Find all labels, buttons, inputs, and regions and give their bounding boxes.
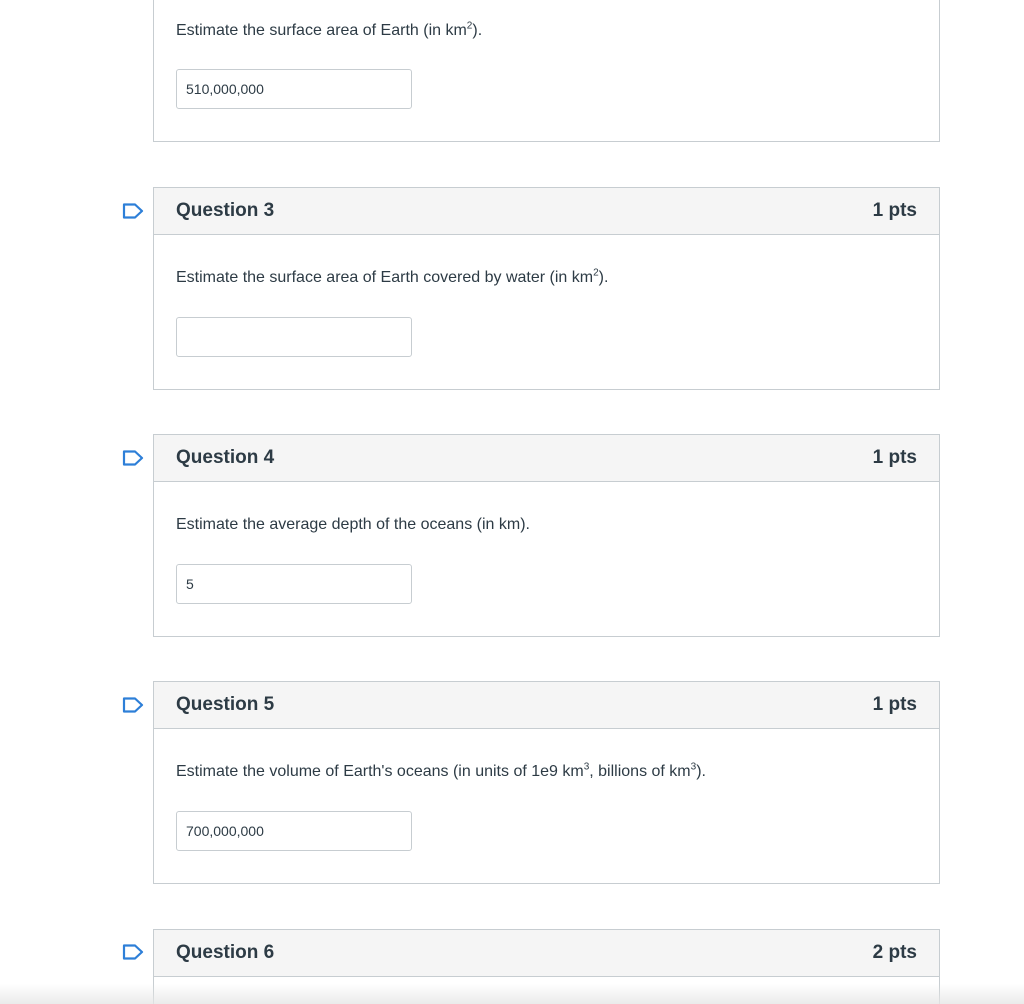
question-2-text-part: Estimate the surface area of Earth (in km <box>176 22 467 39</box>
question-3 <box>153 187 940 390</box>
question-3-body <box>153 235 940 390</box>
question-3-text-part: Estimate the surface area of Earth covered by water (in km <box>176 269 594 286</box>
question-4-title: Question 4 <box>176 447 275 468</box>
question-5-sup-a: 3 <box>583 761 590 773</box>
question-2-answer-input[interactable] <box>176 69 412 109</box>
question-5-header <box>153 681 940 729</box>
question-4-points: 1 pts <box>872 447 917 468</box>
flag-outline-icon[interactable] <box>122 944 144 960</box>
question-6-title: Question 6 <box>176 942 275 963</box>
question-3-points: 1 pts <box>872 200 917 221</box>
question-2-sup: 2 <box>466 20 473 32</box>
question-5-text-end: ). <box>696 763 706 780</box>
question-2-body <box>153 0 940 142</box>
question-3-header <box>153 187 940 235</box>
flag-outline-icon[interactable] <box>122 697 144 713</box>
question-4-answer-input[interactable] <box>176 564 412 604</box>
question-3-text <box>176 235 917 288</box>
question-6-points: 2 pts <box>872 942 917 963</box>
question-4-text: Estimate the average depth of the oceans (in km). <box>176 516 530 533</box>
question-2-text-end: ). <box>472 22 483 39</box>
question-5-answer-input[interactable] <box>176 811 412 851</box>
question-2 <box>153 0 940 142</box>
question-6-body <box>153 977 940 1004</box>
question-4-header <box>153 434 940 482</box>
question-5-title: Question 5 <box>176 694 275 715</box>
question-5-body <box>153 729 940 884</box>
question-6-header <box>153 929 940 977</box>
question-5-text <box>176 729 917 782</box>
question-5-sup-b: 3 <box>690 761 697 773</box>
question-4 <box>153 434 940 637</box>
flag-outline-icon[interactable] <box>122 203 144 219</box>
question-5-text-part-b: , billions of km <box>589 763 691 780</box>
flag-outline-icon[interactable] <box>122 450 144 466</box>
question-4-body <box>153 482 940 637</box>
question-5-text-part-a: Estimate the volume of Earth's oceans (in units of 1e9 km <box>176 763 584 780</box>
question-3-text-end: ). <box>598 269 609 286</box>
question-3-title: Question 3 <box>176 200 275 221</box>
question-3-answer-input[interactable] <box>176 317 412 357</box>
question-6 <box>153 929 940 1004</box>
question-3-sup: 2 <box>593 267 599 279</box>
question-5-points: 1 pts <box>872 694 917 715</box>
question-2-text <box>176 0 917 41</box>
question-5 <box>153 681 940 884</box>
